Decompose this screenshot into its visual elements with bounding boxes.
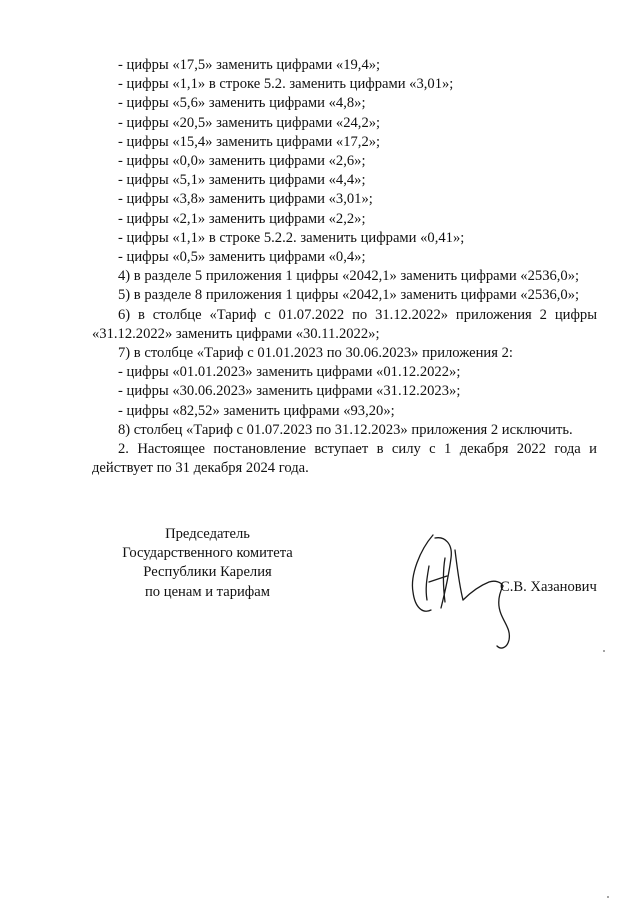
paragraph-4: 4) в разделе 5 приложения 1 цифры «2042,1» заменить цифрами «2536,0»; (118, 268, 580, 285)
list-item: - цифры «30.06.2023» заменить цифрами «31.12.2023»; (118, 383, 461, 400)
list-b (92, 363, 597, 421)
list-item: - цифры «2,1» заменить цифрами «2,2»; (118, 210, 366, 227)
document-body (92, 56, 597, 478)
list-item: - цифры «1,1» в строке 5.2.2. заменить цифрами «0,41»; (118, 229, 465, 246)
paragraph-7: 7) в столбце «Тариф с 01.01.2023 по 30.06.2023» приложения 2: (118, 345, 513, 362)
scan-speck (607, 896, 609, 898)
list-item: - цифры «5,1» заменить цифрами «4,4»; (118, 172, 366, 189)
list-item: - цифры «20,5» заменить цифрами «24,2»; (118, 114, 381, 131)
list-item: - цифры «5,6» заменить цифрами «4,8»; (118, 95, 366, 112)
list-item: - цифры «82,52» заменить цифрами «93,20»; (118, 402, 395, 419)
scan-speck (603, 650, 605, 652)
paragraph-6: 6) в столбце «Тариф с 01.07.2022 по 31.12.2022» приложения 2 цифры «31.12.2022» заменить цифрами «30.11.2022»; (92, 306, 597, 342)
paragraph-5: 5) в разделе 8 приложения 1 цифры «2042,1» заменить цифрами «2536,0»; (118, 287, 580, 304)
list-item: - цифры «15,4» заменить цифрами «17,2»; (118, 133, 381, 150)
list-item: - цифры «01.01.2023» заменить цифрами «01.12.2022»; (118, 364, 461, 381)
signatory-title-line: Республики Карелия (143, 564, 272, 581)
paragraph-8: 8) столбец «Тариф с 01.07.2023 по 31.12.2023» приложения 2 исключить. (118, 421, 573, 438)
signatory-title-line: Государственного комитета (122, 545, 293, 562)
signatory-title-line: Председатель (165, 526, 250, 542)
list-a (92, 56, 597, 267)
list-item: - цифры «0,0» заменить цифрами «2,6»; (118, 153, 366, 170)
list-item: - цифры «0,5» заменить цифрами «0,4»; (118, 249, 366, 266)
list-item: - цифры «17,5» заменить цифрами «19,4»; (118, 57, 381, 73)
signatory-title (100, 525, 315, 602)
paragraph-final: 2. Настоящее постановление вступает в силу с 1 декабря 2022 года и действует по 31 декабря 2024 года. (92, 441, 597, 477)
signatory-name: С.В. Хазанович (500, 579, 597, 595)
list-item: - цифры «3,8» заменить цифрами «3,01»; (118, 191, 373, 208)
list-item: - цифры «1,1» в строке 5.2. заменить цифрами «3,01»; (118, 76, 454, 93)
signatory-title-line: по ценам и тарифам (145, 583, 270, 600)
